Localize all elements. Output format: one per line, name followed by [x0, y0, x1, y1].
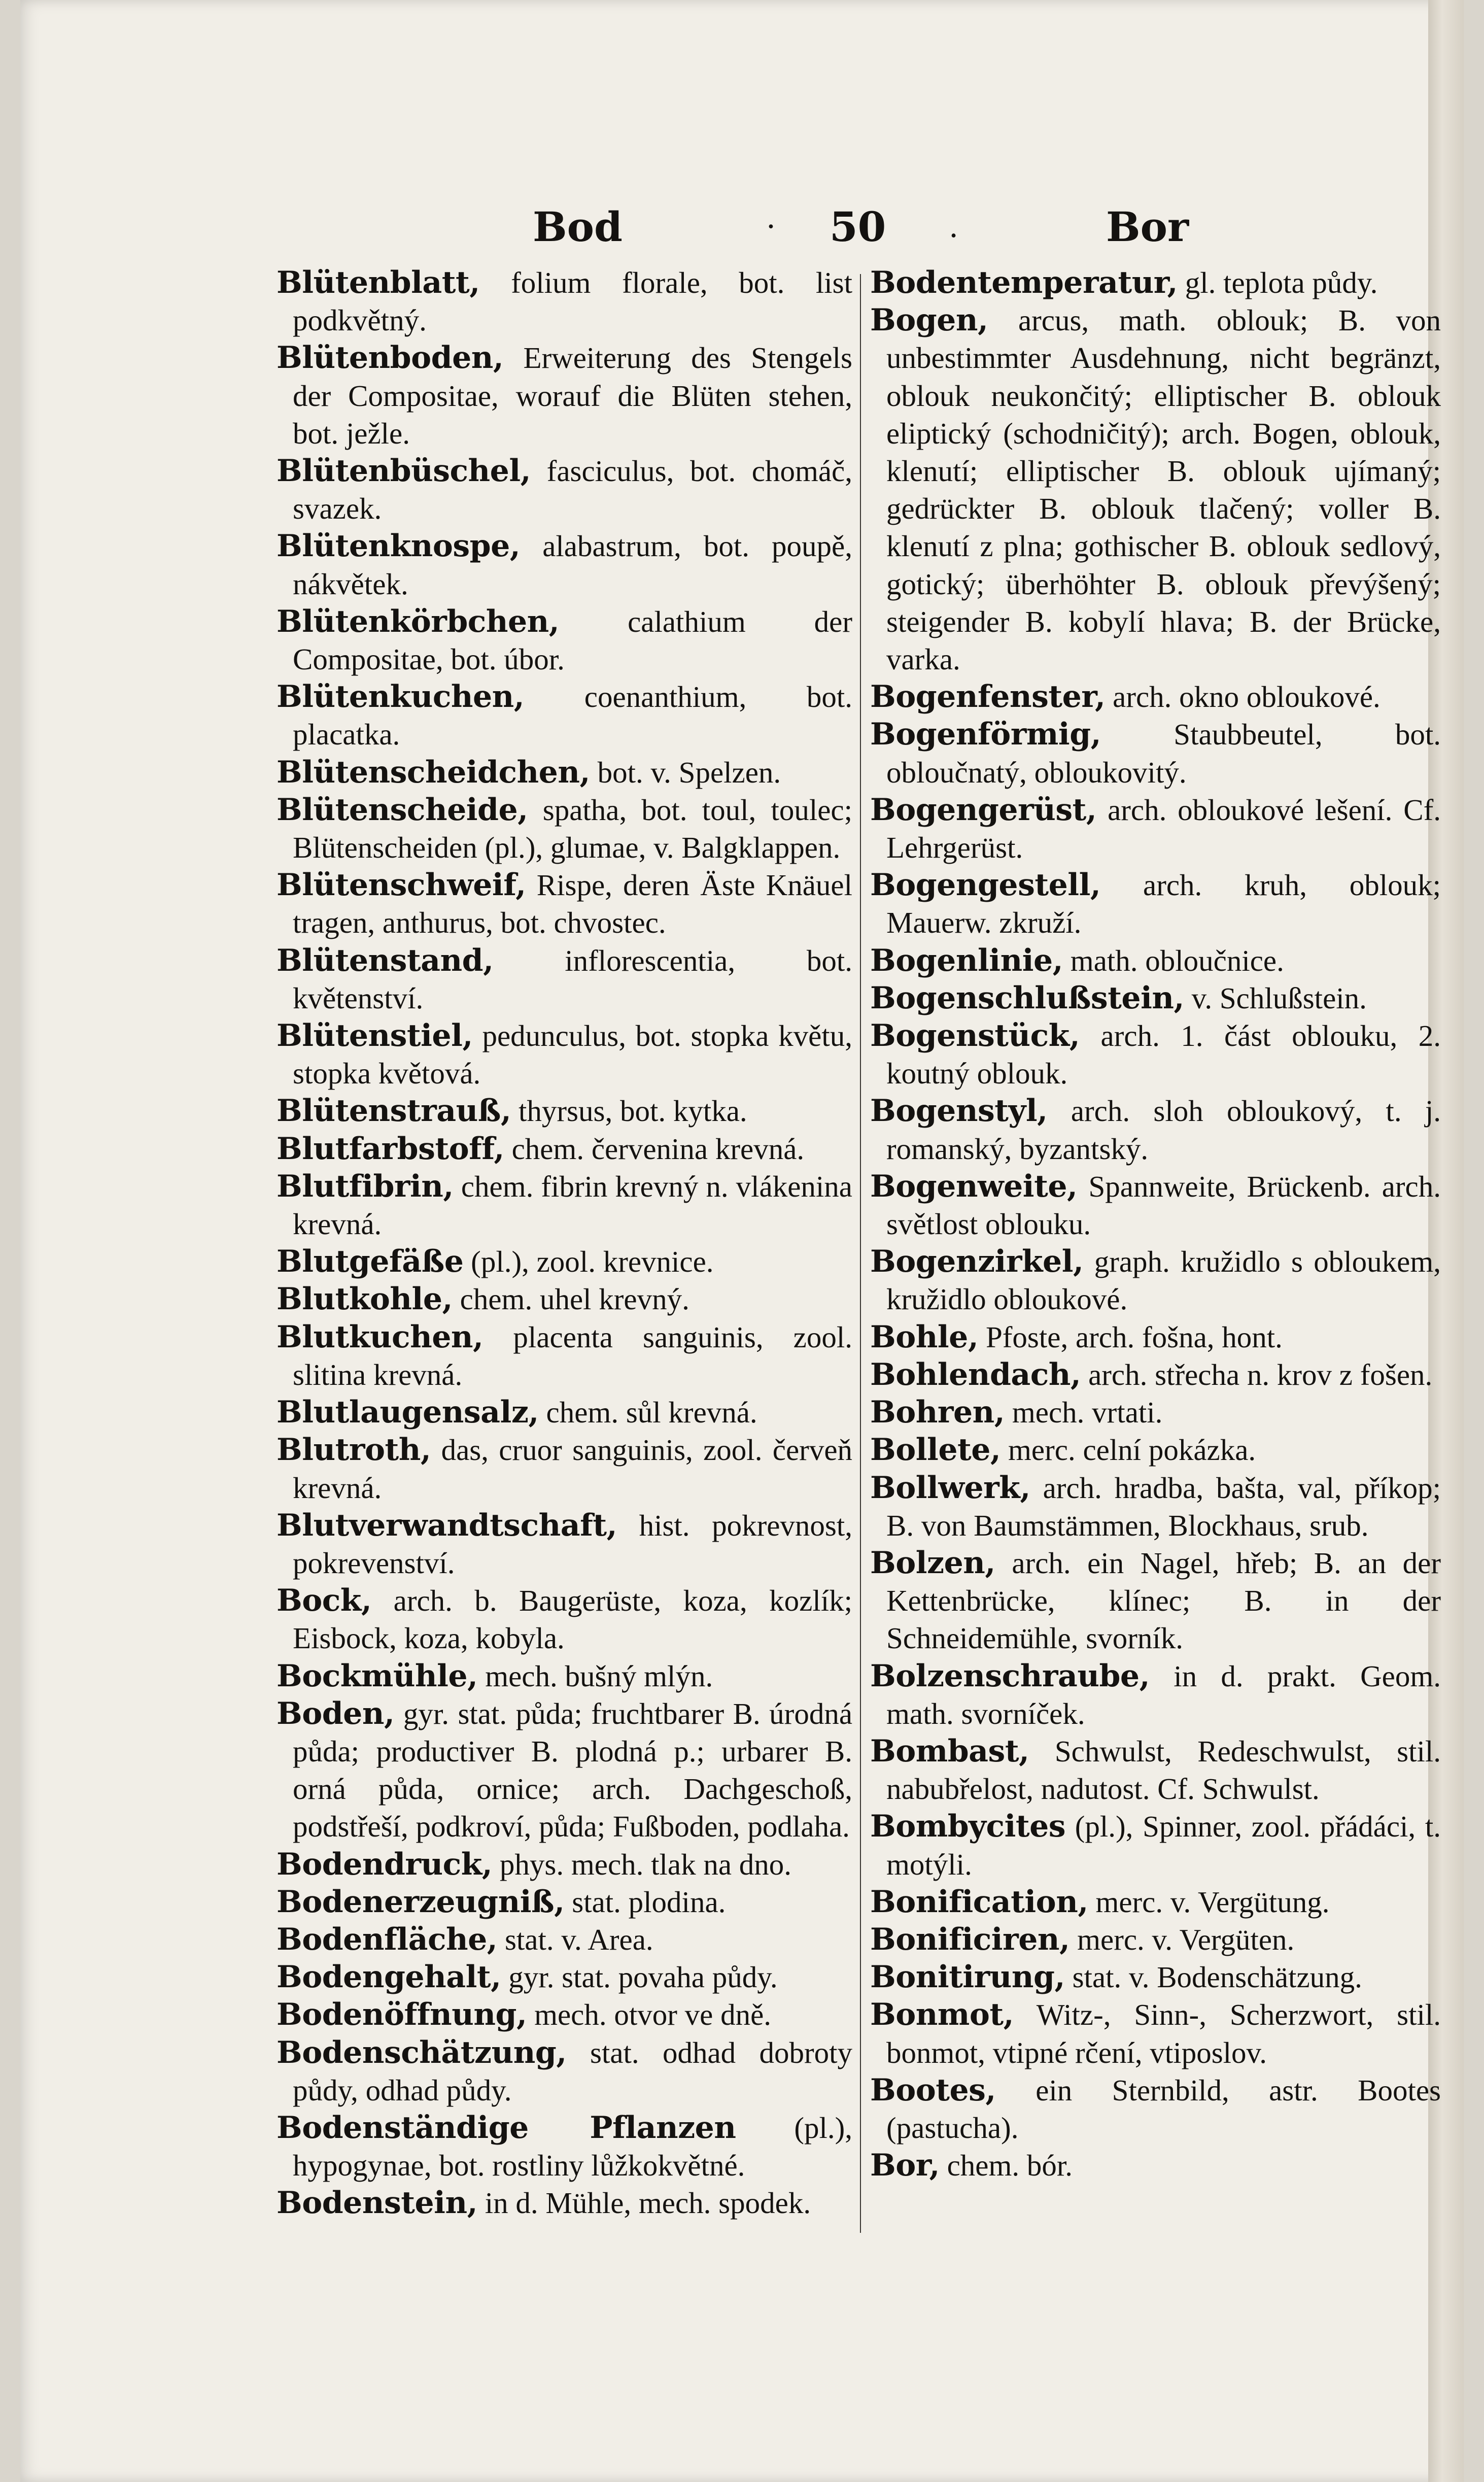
headword: Blütenstrauß, — [277, 1093, 511, 1129]
dictionary-entry — [277, 264, 852, 339]
headword: Bodenöffnung, — [277, 1997, 527, 2033]
headword: Blutkohle, — [277, 1281, 453, 1317]
definition: in d. Mühle, mech. spodek. — [485, 2186, 811, 2220]
definition: calathium der Compositae, bot. úbor. — [293, 604, 853, 676]
definition: pedunculus, bot. stopka květu, stopka květová. — [293, 1019, 852, 1091]
headword: Bogenzirkel, — [870, 1244, 1084, 1280]
dictionary-entry — [277, 942, 852, 1017]
dictionary-entry — [277, 754, 852, 791]
dictionary-entry — [870, 1356, 1441, 1393]
definition: merc. celní pokázka. — [1008, 1433, 1256, 1467]
headword: Blütenkörbchen, — [277, 603, 560, 639]
definition: hist. pokrevnost, pokrevenství. — [293, 1508, 853, 1580]
headword: Bor, — [870, 2148, 940, 2184]
definition: thyrsus, bot. kytka. — [518, 1094, 747, 1128]
headword: Bogenfenster, — [870, 679, 1106, 715]
dictionary-entry — [277, 1996, 852, 2033]
definition: das, cruor sanguinis, zool. červeň krevná. — [293, 1433, 853, 1505]
headword: Blutverwandtschaft, — [277, 1507, 617, 1543]
definition: mech. vrtati. — [1012, 1396, 1163, 1430]
dictionary-entry — [277, 1243, 852, 1280]
dictionary-entry — [870, 1469, 1441, 1544]
dictionary-entry — [870, 264, 1441, 301]
headword: Bodenständige Pflanzen — [277, 2110, 736, 2146]
dictionary-entry — [277, 2109, 852, 2184]
headword: Bootes, — [870, 2072, 996, 2108]
dictionary-entry — [277, 1921, 852, 1958]
dictionary-entry — [870, 1544, 1441, 1657]
dictionary-entry — [277, 2034, 852, 2109]
headword: Bogenweite, — [870, 1168, 1078, 1204]
dictionary-entry — [870, 1168, 1441, 1243]
definition: spatha, bot. toul, toulec; Blütenscheiden (pl.), glumae, v. Balgklappen. — [293, 793, 853, 865]
headword: Blütenbüschel, — [277, 453, 531, 489]
dictionary-entry — [277, 678, 852, 753]
headword: Blütenscheide, — [277, 792, 528, 828]
dictionary-entry — [277, 1393, 852, 1431]
column-divider — [860, 274, 861, 2233]
definition: mech. otvor ve dně. — [534, 1998, 772, 2032]
page-number: 50 — [830, 203, 886, 251]
definition: graph. kružidlo s obloukem, kružidlo obloukové. — [886, 1245, 1441, 1316]
dictionary-entry — [277, 1431, 852, 1506]
definition: v. Schlußstein. — [1191, 981, 1367, 1015]
dictionary-entry — [870, 866, 1441, 941]
headword: Blutgefäße — [277, 1244, 464, 1280]
definition: alabastrum, bot. poupě, nákvětek. — [293, 529, 852, 601]
headword: Boden, — [277, 1695, 395, 1731]
definition: chem. uhel krevný. — [460, 1282, 689, 1316]
dictionary-entry — [870, 979, 1441, 1017]
definition: gl. teplota půdy. — [1185, 266, 1378, 299]
headword: Bonmot, — [870, 1997, 1014, 2033]
definition: arch. b. Baugerüste, koza, kozlík; Eisbock, koza, kobyla. — [293, 1584, 852, 1655]
dictionary-entry — [277, 1168, 852, 1243]
dictionary-entry — [277, 452, 852, 527]
definition: merc. v. Vergüten. — [1077, 1922, 1295, 1956]
dictionary-entry — [277, 1280, 852, 1318]
dictionary-page — [20, 0, 1464, 2482]
headword: Bogenförmig, — [870, 717, 1101, 753]
headword: Bogenstück, — [870, 1018, 1080, 1054]
definition: stat. plodina. — [572, 1885, 726, 1919]
definition: arch. kruh, oblouk; Mauerw. zkruží. — [886, 868, 1441, 940]
dictionary-entry — [870, 716, 1441, 791]
headword: Bonification, — [870, 1884, 1088, 1920]
headword: Blütenblatt, — [277, 265, 480, 300]
headword: Bombycites — [870, 1809, 1066, 1845]
definition: (pl.), Spinner, zool. přádáci, t. motýli. — [886, 1810, 1441, 1881]
headword: Bogenstyl, — [870, 1093, 1048, 1129]
headword: Blütenstiel, — [277, 1018, 473, 1054]
left-column — [277, 264, 852, 2222]
dictionary-entry — [277, 1695, 852, 1846]
headword: Bogenschlußstein, — [870, 980, 1184, 1016]
definition: mech. bušný mlýn. — [485, 1659, 713, 1693]
dictionary-entry — [277, 527, 852, 602]
headword: Bodenerzeugniß, — [277, 1884, 565, 1920]
headword: Blutkuchen, — [277, 1319, 484, 1355]
headword: Bohren, — [870, 1395, 1005, 1431]
dictionary-entry — [870, 1921, 1441, 1958]
definition: Staubbeutel, bot. obloučnatý, obloukovitý. — [886, 718, 1441, 789]
definition: gyr. stat. půda; fruchtbarer B. úrodná půda; productiver B. plodná p.; urbarer B. orná půda, ornice; arch. Dachgeschoß, podstřeší, podkroví, půda; Fußboden, podlaha. — [293, 1696, 853, 1844]
dictionary-entry — [870, 678, 1441, 716]
dictionary-entry — [870, 1092, 1441, 1167]
headword: Blutfibrin, — [277, 1168, 454, 1204]
definition: arch. 1. část oblouku, 2. koutný oblouk. — [886, 1019, 1441, 1091]
dictionary-entry — [277, 1846, 852, 1883]
headword: Bogengestell, — [870, 867, 1101, 903]
dictionary-entry — [277, 1883, 852, 1921]
headword: Blütenschweif, — [277, 867, 526, 903]
dictionary-entry — [870, 2071, 1441, 2147]
dictionary-entry — [870, 1732, 1441, 1808]
definition: (pl.), zool. krevnice. — [471, 1245, 714, 1279]
headword: Blütenstand, — [277, 942, 494, 978]
dictionary-entry — [870, 1393, 1441, 1431]
definition: arch. ein Nagel, hřeb; B. an der Kettenbrücke, klínec; B. in der Schneidemühle, svorník. — [886, 1546, 1441, 1655]
dictionary-entry — [870, 1996, 1441, 2071]
headword: Bombast, — [870, 1733, 1029, 1769]
left-guide-word: Bod — [533, 203, 623, 251]
definition: (pl.), hypogynae, bot. rostliny lůžkokvětné. — [293, 2111, 853, 2183]
headword: Bodenfläche, — [277, 1921, 498, 1957]
dictionary-entry — [277, 1017, 852, 1092]
definition: gyr. stat. povaha půdy. — [508, 1960, 778, 1994]
definition: merc. v. Vergütung. — [1095, 1885, 1330, 1919]
headword: Blutfarbstoff, — [277, 1131, 504, 1167]
headword: Bolzenschraube, — [870, 1658, 1150, 1694]
header-dot: . — [949, 209, 959, 245]
dictionary-entry — [277, 1318, 852, 1393]
definition: arch. obloukové lešení. Cf. Lehrgerüst. — [886, 793, 1441, 865]
dictionary-entry — [870, 301, 1441, 678]
dictionary-entry — [277, 339, 852, 452]
dictionary-entry — [277, 1958, 852, 1996]
header-dot: · — [766, 209, 776, 245]
definition: placenta sanguinis, zool. slitina krevná. — [293, 1320, 852, 1391]
dictionary-entry — [277, 603, 852, 678]
headword: Bonitirung, — [870, 1959, 1065, 1995]
headword: Bodendruck, — [277, 1846, 493, 1882]
headword: Bodentemperatur, — [870, 265, 1178, 300]
definition: chem. fibrin krevný n. vlákenina krevná. — [293, 1169, 852, 1241]
definition: Spannweite, Brückenb. arch. světlost oblouku. — [886, 1169, 1441, 1241]
definition: inflorescentia, bot. květenství. — [293, 943, 853, 1015]
headword: Bollwerk, — [870, 1470, 1030, 1506]
right-guide-word: Bor — [1106, 203, 1189, 251]
dictionary-entry — [870, 2147, 1441, 2184]
dictionary-entry — [277, 1092, 852, 1130]
definition: Witz-, Sinn-, Scherzwort, stil. bonmot, vtipné rčení, vtiposlov. — [886, 1998, 1441, 2069]
definition: bot. v. Spelzen. — [597, 755, 781, 789]
dictionary-entry — [870, 1243, 1441, 1318]
definition: chem. sůl krevná. — [546, 1396, 757, 1430]
dictionary-entry — [870, 1883, 1441, 1921]
headword: Blutroth, — [277, 1432, 431, 1468]
definition: Rispe, deren Äste Knäuel tragen, anthurus, bot. chvostec. — [293, 868, 853, 940]
headword: Blütenkuchen, — [277, 679, 525, 715]
dictionary-entry — [870, 791, 1441, 866]
headword: Bolzen, — [870, 1545, 995, 1581]
dictionary-entry — [277, 1130, 852, 1168]
dictionary-entry — [277, 1582, 852, 1657]
right-column — [870, 264, 1441, 2184]
definition: stat. v. Bodenschätzung. — [1072, 1960, 1362, 1994]
definition: math. obloučnice. — [1070, 943, 1284, 977]
dictionary-entry — [277, 1657, 852, 1695]
headword: Bohle, — [870, 1319, 979, 1355]
dictionary-entry — [870, 1808, 1441, 1883]
definition: Schwulst, Redeschwulst, stil. nabubřelost, nadutost. Cf. Schwulst. — [886, 1734, 1441, 1806]
headword: Bogengerüst, — [870, 792, 1097, 828]
dictionary-entry — [870, 942, 1441, 979]
dictionary-entry — [277, 1507, 852, 1582]
headword: Bockmühle, — [277, 1658, 478, 1694]
headword: Blütenboden, — [277, 340, 504, 376]
definition: arch. okno obloukové. — [1113, 680, 1381, 714]
definition: arch. střecha n. krov z fošen. — [1088, 1357, 1433, 1391]
dictionary-entry — [870, 1017, 1441, 1092]
headword: Blutlaugensalz, — [277, 1395, 539, 1431]
headword: Blütenscheidchen, — [277, 754, 590, 790]
definition: coenanthium, bot. placatka. — [293, 680, 852, 752]
headword: Blütenknospe, — [277, 528, 521, 564]
definition: chem. bór. — [947, 2149, 1073, 2183]
definition: fasciculus, bot. chomáč, svazek. — [293, 454, 852, 526]
definition: folium florale, bot. list podkvětný. — [293, 266, 853, 337]
definition: Erweiterung des Stengels der Compositae, worauf die Blüten stehen, bot. ježle. — [293, 341, 852, 450]
headword: Bogen, — [870, 302, 988, 338]
definition: Pfoste, arch. fošna, hont. — [985, 1320, 1283, 1354]
headword: Bohlendach, — [870, 1356, 1081, 1392]
headword: Bock, — [277, 1583, 372, 1619]
definition: chem. červenina krevná. — [511, 1132, 805, 1166]
headword: Bodengehalt, — [277, 1959, 501, 1995]
dictionary-entry — [870, 1318, 1441, 1356]
definition: arcus, math. oblouk; B. von unbestimmter Ausdehnung, nicht begränzt, oblouk neukončitý; elliptischer B. oblouk eliptický (schodničitý); arch. Bogen, oblouk, klenutí; elliptischer B. oblouk ujímaný; gedrückter B. oblouk tlačený; voller B. klenutí z plna; gothischer B. oblouk sedlový, gotický; überhöhter B. oblouk převýšený; steigender B. kobylí hlava; B. der Brücke, varka. — [886, 303, 1441, 676]
headword: Bodenstein, — [277, 2185, 477, 2221]
dictionary-entry — [277, 791, 852, 866]
definition: arch. sloh obloukový, t. j. romanský, byzantský. — [886, 1094, 1441, 1166]
headword: Bonificiren, — [870, 1921, 1070, 1957]
dictionary-entry — [277, 866, 852, 941]
definition: arch. hradba, bašta, val, příkop; B. von Baumstämmen, Blockhaus, srub. — [886, 1471, 1441, 1542]
headword: Bollete, — [870, 1432, 1001, 1468]
definition: stat. v. Area. — [504, 1922, 653, 1956]
definition: stat. odhad dobroty půdy, odhad půdy. — [293, 2035, 852, 2107]
definition: ein Sternbild, astr. Bootes (pastucha). — [886, 2073, 1441, 2145]
headword: Bodenschätzung, — [277, 2034, 567, 2070]
dictionary-entry — [870, 1958, 1441, 1996]
definition: phys. mech. tlak na dno. — [499, 1847, 792, 1881]
dictionary-entry — [277, 2184, 852, 2222]
headword: Bogenlinie, — [870, 942, 1063, 978]
dictionary-entry — [870, 1657, 1441, 1732]
definition: in d. prakt. Geom. math. svorníček. — [886, 1659, 1441, 1730]
dictionary-entry — [870, 1431, 1441, 1469]
